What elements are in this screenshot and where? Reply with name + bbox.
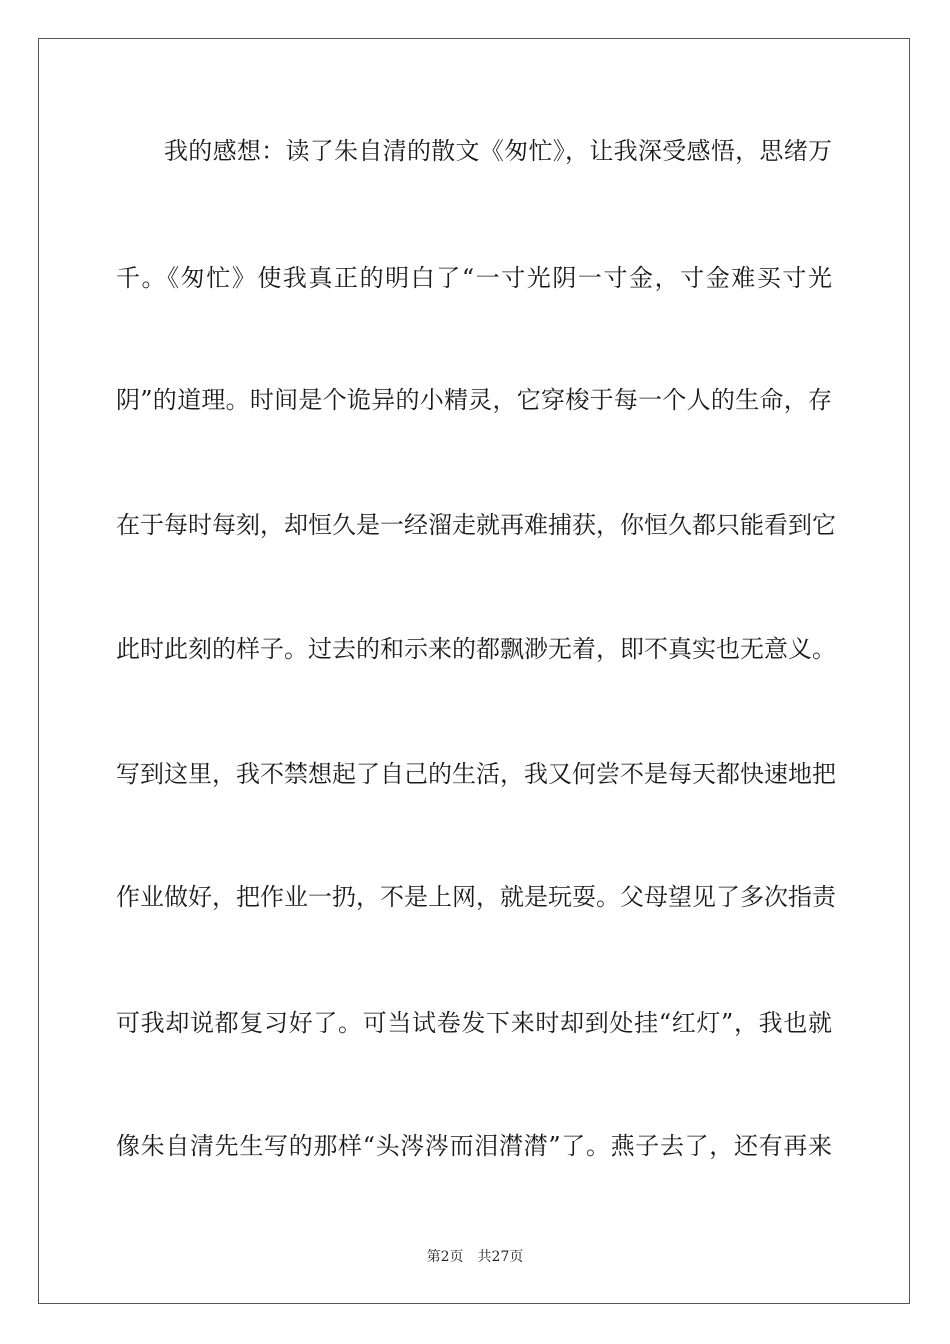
- text-line-6: 写到这里，我不禁想起了自己的生活，我又何尝不是每天都快速地把: [116, 760, 836, 788]
- text-line-1: 我的感想：读了朱自清的散文《匆忙》，让我深受感悟，思绪万: [164, 137, 832, 165]
- page-number: 第2页: [426, 1249, 464, 1265]
- text-line-7: 作业做好，把作业一扔，不是上网，就是玩耍。父母望见了多次指责: [116, 883, 836, 911]
- page-total: 共27页: [477, 1249, 524, 1265]
- page-footer: [0, 1248, 950, 1266]
- text-line-5: 此时此刻的样子。过去的和示来的都飘渺无着，即不真实也无意义。: [116, 635, 836, 663]
- page-border: [38, 38, 910, 1304]
- text-line-4: 在于每时每刻，却恒久是一经溜走就再难捕获，你恒久都只能看到它: [116, 511, 836, 539]
- text-line-8: 可我却说都复习好了。可当试卷发下来时却到处挂“红灯”，我也就: [116, 1009, 832, 1037]
- text-line-9: 像朱自清先生写的那样“头涔涔而泪潸潸”了。燕子去了，还有再来: [116, 1132, 832, 1160]
- text-line-3: 阴”的道理。时间是个诡异的小精灵，它穿梭于每一个人的生命，存: [116, 386, 832, 414]
- text-line-2: 千。《匆忙》使我真正的明白了“一寸光阴一寸金，寸金难买寸光: [116, 264, 832, 292]
